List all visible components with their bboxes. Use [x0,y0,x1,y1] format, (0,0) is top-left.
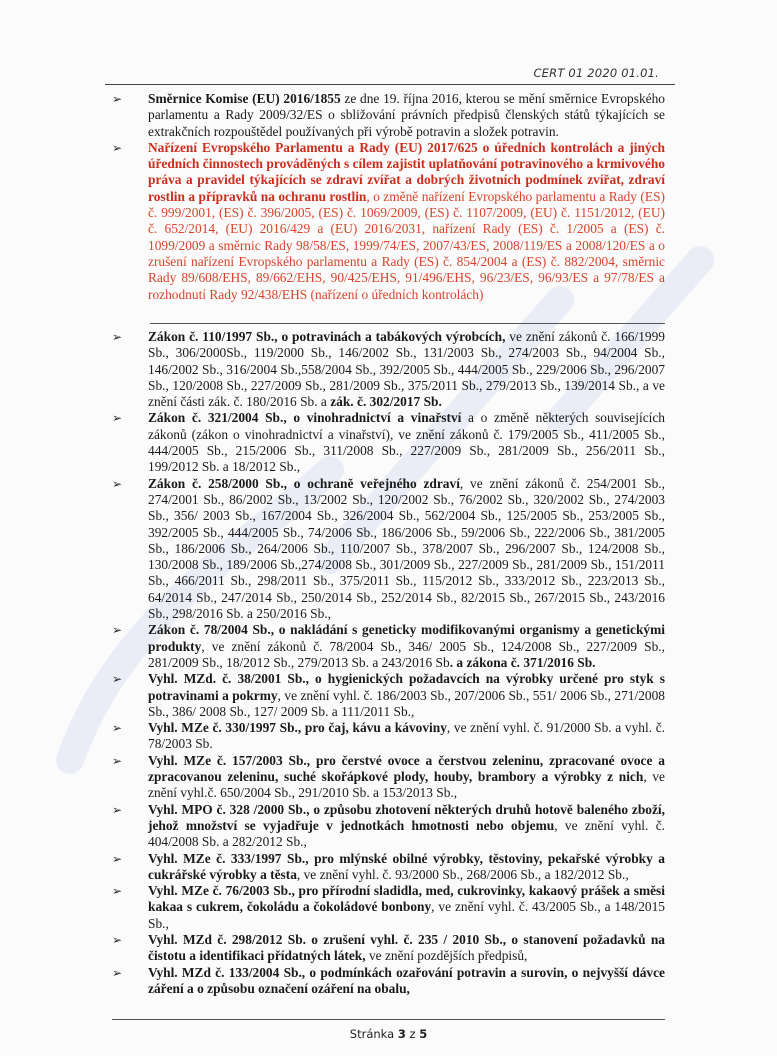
document-code: CERT 01 2020 01.01. [533,66,659,80]
list-item [112,622,665,671]
page-label: Stránka [349,1027,398,1041]
regulation-detail: ze dne 19. října 2016, kterou se mění směrnice Evropského parlamentu a Rady 2009/32/ES o sbližování právních předpisů členských států týkajících se extrakčních rozpouštědel používaných při výrobě potravin a složek potravin. [148,91,665,139]
list-item [112,851,665,884]
arrowhead-bullet-icon: ➢ [112,623,123,638]
list-item [112,476,665,623]
regulation-detail: , ve znění vyhl. č. 186/2003 Sb., 207/2006 Sb., 551/ 2006 Sb., 271/2008 Sb., 386/ 2008 Sb., 127/ 2009 Sb. a 111/2011 Sb., [148,687,665,719]
arrowhead-bullet-icon: ➢ [112,140,123,155]
regulation-detail: ve znění pozdějších předpisů, [365,948,528,964]
list-item [112,329,665,410]
header-divider [105,84,675,85]
regulation-detail: a o změně některých souvisejících zákonů (zákon o vinohradnictví a vinařství), ve znění zákonů č. 179/2005 Sb., 411/2005 Sb., 444/2005 Sb., 215/2006 Sb., 311/2008 Sb., 227/2009 Sb., 281/2009 Sb., 256/2011 Sb., 199/2012 Sb. a 18/2012 Sb., [148,410,665,475]
arrowhead-bullet-icon: ➢ [112,411,123,426]
regulation-title: . a zákona č. 371/2016 Sb. [449,654,596,670]
arrowhead-bullet-icon: ➢ [112,851,123,866]
regulation-detail: , ve znění vyhl. č. 93/2000 Sb., 268/2006 Sb., a 182/2012 Sb., [296,866,629,882]
section-divider [150,323,665,324]
list-item [112,883,665,932]
regulation-title: Směrnice Komise (EU) 2016/1855 [148,91,341,106]
page-separator: z [405,1027,420,1041]
regulation-title: Vyhl. MZe č. 330/1997 Sb., pro čaj, kávu a kávoviny [148,720,447,736]
regulation-detail: , ve znění vyhl. č. 404/2008 Sb. a 282/2012 Sb., [148,817,666,850]
list-item [112,410,665,475]
regulation-detail: , ve znění zákonů č. 78/2004 Sb., 346/ 2005 Sb., 124/2008 Sb., 227/2009 Sb., 281/2009 Sb., 18/2012 Sb., 279/2013 Sb. a 243/2016 Sb [148,638,665,670]
regulation-title: Vyhl. MZe č. 333/1997 Sb., pro mlýnské obilné výrobky, těstoviny, pekařské výrobky a cukrářské výrobky a těsta [148,850,665,882]
regulation-detail: , ve znění vyhl. č. 43/2005 Sb., a 148/2015 Sb., [148,899,665,931]
regulation-title: Vyhl. MZd č. 298/2012 Sb. o zrušení vyhl. č. 235 / 2010 Sb., o stanovení požadavků na čistotu a identifikaci přídatných látek, [148,931,665,964]
arrowhead-bullet-icon: ➢ [112,884,123,899]
arrowhead-bullet-icon: ➢ [112,965,123,980]
regulation-title: Zákon č. 258/2000 Sb., o ochraně veřejného zdraví [148,475,460,491]
list-item [112,965,665,998]
arrowhead-bullet-icon: ➢ [112,753,123,768]
arrowhead-bullet-icon: ➢ [112,476,123,491]
list-item [112,932,665,965]
list-item [112,91,665,140]
regulation-detail: , ve znění zákonů č. 254/2001 Sb., 274/2001 Sb., 86/2002 Sb., 13/2002 Sb., 120/2002 Sb., 76/2002 Sb., 320/2002 Sb., 274/2003 Sb., 356/ 2003 Sb., 167/2004 Sb., 326/2004 Sb., 562/2004 Sb., 125/2005 Sb., 253/2005 Sb., 392/2005 Sb., 444/2005 Sb., 74/2006 Sb., 186/2006 Sb., 59/2006 Sb., 222/2006 Sb., 381/2005 Sb., 186/2006 Sb., 264/2006 Sb., 110/2007 Sb., 378/2007 Sb., 296/2007 Sb., 124/2008 Sb., 130/2008 Sb., 189/2006 Sb.,274/2008 Sb., 301/2009 Sb., 227/2009 Sb., 281/2009 Sb., 151/2011 Sb., 466/2011 Sb., 298/2011 Sb., 375/2011 Sb., 115/2012 Sb., 333/2012 Sb., 223/2013 Sb., 64/2014 Sb., 247/2014 Sb., 250/2014 Sb., 252/2014 Sb., 82/2015 Sb., 267/2015 Sb., 243/2016 Sb., 298/2016 Sb. a 250/2016 Sb., [148,475,665,622]
regulation-list-national [112,329,665,997]
regulation-title: Vyhl. MZe č. 157/2003 Sb., pro čerstvé ovoce a čerstvou zeleninu, zpracované ovoce a zpracovanou zeleninu, suché skořápkové plody, houby, brambory a výrobky z nich [148,752,665,785]
regulation-title: Vyhl. MZd. č. 38/2001 Sb., o hygienických požadavcích na výrobky určené pro styk s potravinami a pokrmy [148,671,665,703]
footer-divider [112,1019,665,1020]
regulation-title: Vyhl. MZd č. 133/2004 Sb., o podmínkách ozařování potravin a surovin, o nejvyšší dávce záření a o způsobu označení ozáření na obalu, [148,964,665,996]
regulation-title: Zákon č. 321/2004 Sb., o vinohradnictví a vinařství [148,410,462,426]
regulation-title: Nařízení Evropského Parlamentu a Rady (EU) 2017/625 o úředních kontrolách a jiných úředních činnostech prováděných s cílem zajistit uplatňování potravinového a krmivového práva a pravidel týkajících se zdraví zvířat a dobrých životních podmínek zvířat, zdraví rostlin a přípravků na ochranu rostlin [148,139,665,204]
list-item [112,720,665,753]
list-item [112,753,665,802]
regulation-title: Zákon č. 110/1997 Sb., o potravinách a tabákových výrobcích, [148,329,506,344]
list-item [112,671,665,720]
list-item [112,140,665,303]
regulation-title: Vyhl. MZe č. 76/2003 Sb., pro přírodní sladidla, med, cukrovinky, kakaový prášek a směsi kakaa s cukrem, čokoládu a čokoládové bonbony [148,883,665,915]
arrowhead-bullet-icon: ➢ [112,721,123,736]
regulation-title: zák. č. 302/2017 Sb. [330,394,442,410]
arrowhead-bullet-icon: ➢ [112,802,123,817]
regulation-title: Vyhl. MPO č. 328 /2000 Sb., o způsobu zhotovení některých druhů hotově baleného zboží, jehož množství se vyjadřuje v jednotkách hmotnosti nebo objemu [148,801,665,833]
arrowhead-bullet-icon: ➢ [112,330,123,344]
regulation-list-eu [112,91,665,303]
regulation-detail: , ve znění vyhl.č. 650/2004 Sb., 291/2010 Sb. a 153/2013 Sb., [148,769,665,801]
regulation-detail: ve znění zákonů č. 166/1999 Sb., 306/2000Sb., 119/2000 Sb., 146/2002 Sb., 131/2003 Sb., 274/2003 Sb., 94/2004 Sb., 146/2002 Sb., 316/2004 Sb.,558/2004 Sb., 392/2005 Sb., 444/2005 Sb., 229/2006 Sb., 296/2007 Sb., 120/2008 Sb., 227/2009 Sb., 281/2009 Sb., 375/2011 Sb., 279/2013 Sb., 139/2014 Sb., a ve znění části zák. č. 180/2016 Sb. a [148,329,665,410]
arrowhead-bullet-icon: ➢ [112,92,123,106]
current-page: 3 [397,1027,406,1041]
arrowhead-bullet-icon: ➢ [112,672,123,687]
page-number [0,1027,777,1041]
regulation-detail: , ve znění vyhl. č. 91/2000 Sb. a vyhl. č. 78/2003 Sb. [148,720,665,752]
regulation-detail: , o změně nařízení Evropského parlamentu a Rady (ES) č. 999/2001, (ES) č. 396/2005, (ES) č. 1069/2009, (ES) č. 1107/2009, (EU) č. 1151/2012, (EU) č. 652/2014, (EU) 2016/429 a (EU) 2016/2031, nařízení Rady (ES) č. 1/2005 a (ES) č. 1099/2009 a směrnic Rady 98/58/ES, 1999/74/ES, 2007/43/ES, 2008/119/ES a 2008/120/ES a o zrušení nařízení Evropského parlamentu a Rady (ES) č. 854/2004 a (ES) č. 882/2004, směrnic Rady 89/608/EHS, 89/662/EHS, 90/425/EHS, 91/496/EHS, 96/23/ES, 96/93/ES a 97/78/ES a rozhodnutí Rady 92/438/EHS (nařízení o úředních kontrolách) [148,188,665,302]
total-pages: 5 [419,1027,428,1041]
list-item [112,802,665,851]
arrowhead-bullet-icon: ➢ [112,932,123,947]
regulation-title: Zákon č. 78/2004 Sb., o nakládání s geneticky modifikovanými organismy a genetickými produkty [148,622,665,654]
